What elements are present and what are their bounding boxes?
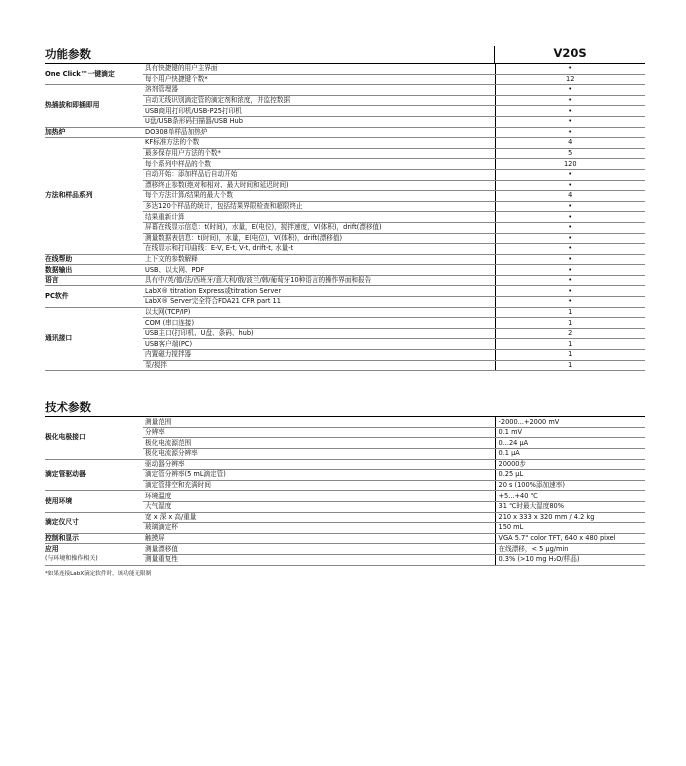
param-value: • — [495, 127, 645, 138]
param-name: 最多保存用户方法的个数* — [143, 148, 495, 159]
param-name: 结果重新计算 — [143, 212, 495, 223]
table-row — [45, 491, 645, 502]
param-value: 20 s (100%添加速率) — [495, 480, 645, 491]
param-name: 极化电流源分辨率 — [143, 449, 495, 460]
table-row — [45, 127, 645, 138]
group-label — [45, 459, 143, 491]
param-name: 自动无线识别滴定管的滴定剂和浓度，并监控数据 — [143, 95, 495, 106]
param-value: 0.1 µA — [495, 449, 645, 460]
param-value: • — [495, 212, 645, 223]
param-name: DO308单样品加热炉 — [143, 127, 495, 138]
param-name: 测量数据表信息：t(时间)，水量，E(电位)，V(体积)，drift(漂移值) — [143, 233, 495, 244]
group-label — [45, 491, 143, 512]
param-value: • — [495, 297, 645, 308]
group-name: 语言 — [45, 276, 59, 285]
group-name: 控制和显示 — [45, 534, 79, 543]
table-row — [45, 512, 645, 523]
param-name: USB主口(打印机、U盘、条码、hub) — [143, 328, 495, 339]
table-row — [45, 459, 645, 470]
param-name: LabX® Server完全符合FDA21 CFR part 11 — [143, 297, 495, 308]
param-value: • — [495, 275, 645, 286]
table-row — [45, 417, 645, 427]
param-name: 漂移终止参数(绝对和相对、最大时间和延迟时间) — [143, 180, 495, 191]
group-label — [45, 265, 143, 276]
param-value: • — [495, 201, 645, 212]
param-value: -2000...+2000 mV — [495, 417, 645, 427]
param-value: 0.25 µL — [495, 470, 645, 481]
group-label — [45, 544, 143, 565]
param-name: 触摸屏 — [143, 533, 495, 544]
param-name: 内置磁力搅拌器 — [143, 350, 495, 361]
param-name: 分辨率 — [143, 427, 495, 438]
param-name: 溶剂管理器 — [143, 85, 495, 96]
technical-params-title: 技术参数 — [45, 399, 645, 417]
param-value: 5 — [495, 148, 645, 159]
param-name: 具有中/英/德/法/西班牙/意大利/俄/波兰/韩/葡萄牙10种语言的操作界面和报告 — [143, 275, 495, 286]
footnote: *如果连接LabX滴定软件时，该功能无限制 — [45, 570, 152, 577]
param-value: 210 x 333 x 320 mm / 4.2 kg — [495, 512, 645, 523]
param-value: 0...24 µA — [495, 438, 645, 449]
param-name: USB、以太网、PDF — [143, 265, 495, 276]
group-name: One Click™一键滴定 — [45, 69, 115, 78]
param-name: KF标准方法的个数 — [143, 138, 495, 149]
param-name: USB客户端(PC) — [143, 339, 495, 350]
functional-params-header — [45, 46, 645, 64]
technical-params-table — [45, 417, 645, 565]
group-name: 加热炉 — [45, 127, 66, 136]
table-row — [45, 286, 645, 297]
param-name: 滴定管排空和充满时间 — [143, 480, 495, 491]
param-value: • — [495, 286, 645, 297]
param-name: 每个方法计算/结果的最大个数 — [143, 191, 495, 202]
model-name: V20S — [553, 46, 587, 60]
datasheet — [45, 46, 645, 577]
group-label — [45, 275, 143, 286]
param-value: • — [495, 169, 645, 180]
param-value: • — [495, 85, 645, 96]
param-name: 多达120个样品的统计，包括结果界限检查和超限终止 — [143, 201, 495, 212]
group-label — [45, 85, 143, 127]
param-value: 12 — [495, 74, 645, 85]
param-value: • — [495, 95, 645, 106]
group-name: 极化电极接口 — [45, 433, 86, 442]
group-name: 使用环境 — [45, 496, 73, 505]
table-row — [45, 138, 645, 149]
param-name: 极化电流源范围 — [143, 438, 495, 449]
functional-params-title: 功能参数 — [45, 46, 495, 63]
param-value: 0.3% (>10 mg H₂O/样品) — [495, 554, 645, 565]
table-row — [45, 64, 645, 74]
param-name: 每个用户快捷键个数* — [143, 74, 495, 85]
param-name: COM (串口连接) — [143, 318, 495, 329]
group-label — [45, 138, 143, 255]
param-value: VGA 5.7" color TFT, 640 x 480 pixel — [495, 533, 645, 544]
param-value: • — [495, 254, 645, 265]
group-label — [45, 286, 143, 307]
table-row — [45, 85, 645, 96]
param-name: 宽 x 深 x 高/重量 — [143, 512, 495, 523]
param-value: 20000步 — [495, 459, 645, 470]
group-label — [45, 127, 143, 138]
functional-params-table — [45, 64, 645, 371]
group-label — [45, 254, 143, 265]
param-value: +5...+40 ℃ — [495, 491, 645, 502]
group-label — [45, 533, 143, 544]
group-name: 应用 — [45, 545, 59, 554]
param-name: 泵/搅拌 — [143, 360, 495, 371]
param-name: 环境温度 — [143, 491, 495, 502]
group-label — [45, 417, 143, 459]
group-label — [45, 512, 143, 533]
group-name: 在线帮助 — [45, 254, 73, 263]
param-value: 1 — [495, 307, 645, 318]
param-value: 1 — [495, 318, 645, 329]
param-name: USB商用打印机/USB-P25打印机 — [143, 106, 495, 117]
param-value: • — [495, 180, 645, 191]
table-row — [45, 275, 645, 286]
table-row — [45, 307, 645, 318]
param-value: • — [495, 222, 645, 233]
param-value: 2 — [495, 328, 645, 339]
group-name: 数据输出 — [45, 265, 73, 274]
group-name: 通讯接口 — [45, 334, 73, 343]
param-value: 31 ℃时最大湿度80% — [495, 501, 645, 512]
table-row — [45, 265, 645, 276]
param-name: LabX® titration Express或titration Server — [143, 286, 495, 297]
group-sub-label: (与环境和操作相关) — [45, 555, 98, 563]
param-value: 1 — [495, 339, 645, 350]
param-name: 测量范围 — [143, 417, 495, 427]
param-name: 玻璃滴定杯 — [143, 523, 495, 534]
param-value: 1 — [495, 350, 645, 361]
group-name: 热插拔和即插即用 — [45, 101, 100, 110]
param-name: 驱动器分辨率 — [143, 459, 495, 470]
param-value: 150 mL — [495, 523, 645, 534]
param-value: • — [495, 244, 645, 255]
table-row — [45, 533, 645, 544]
param-name: 滴定管分辨率(5 mL滴定管) — [143, 470, 495, 481]
param-name: 上下文的参数解释 — [143, 254, 495, 265]
param-value: 1 — [495, 360, 645, 371]
table-row — [45, 544, 645, 555]
param-value: 120 — [495, 159, 645, 170]
param-value: • — [495, 116, 645, 127]
param-name: 测量重复性 — [143, 554, 495, 565]
param-name: 自动开始：添加样品后自动开始 — [143, 169, 495, 180]
param-value: • — [495, 64, 645, 74]
param-value: • — [495, 265, 645, 276]
group-name: 滴定管驱动器 — [45, 470, 86, 479]
param-value: • — [495, 233, 645, 244]
param-name: 大气湿度 — [143, 501, 495, 512]
param-name: 屏幕在线显示信息：t(时间)，水量，E(电位)，搅拌速度，V(体积)，drift(漂移值) — [143, 222, 495, 233]
group-name: PC软件 — [45, 292, 69, 301]
group-label — [45, 64, 143, 85]
param-name: U盘/USB条形码扫描器/USB Hub — [143, 116, 495, 127]
param-value: 4 — [495, 191, 645, 202]
group-name: 滴定仪尺寸 — [45, 518, 79, 527]
param-value: • — [495, 106, 645, 117]
param-value: 在线漂移，< 5 µg/min — [495, 544, 645, 555]
group-name: 方法和样品系列 — [45, 191, 93, 200]
table-row — [45, 254, 645, 265]
param-name: 测量漂移值 — [143, 544, 495, 555]
param-name: 在线显示和打印曲线：E-V, E-t, V-t, drift-t, 水量-t — [143, 244, 495, 255]
param-value: 0.1 mV — [495, 427, 645, 438]
group-label — [45, 307, 143, 371]
param-name: 以太网(TCP/IP) — [143, 307, 495, 318]
param-value: 4 — [495, 138, 645, 149]
param-name: 具有快捷键的用户主界面 — [143, 64, 495, 74]
param-name: 每个系列中样品的个数 — [143, 159, 495, 170]
